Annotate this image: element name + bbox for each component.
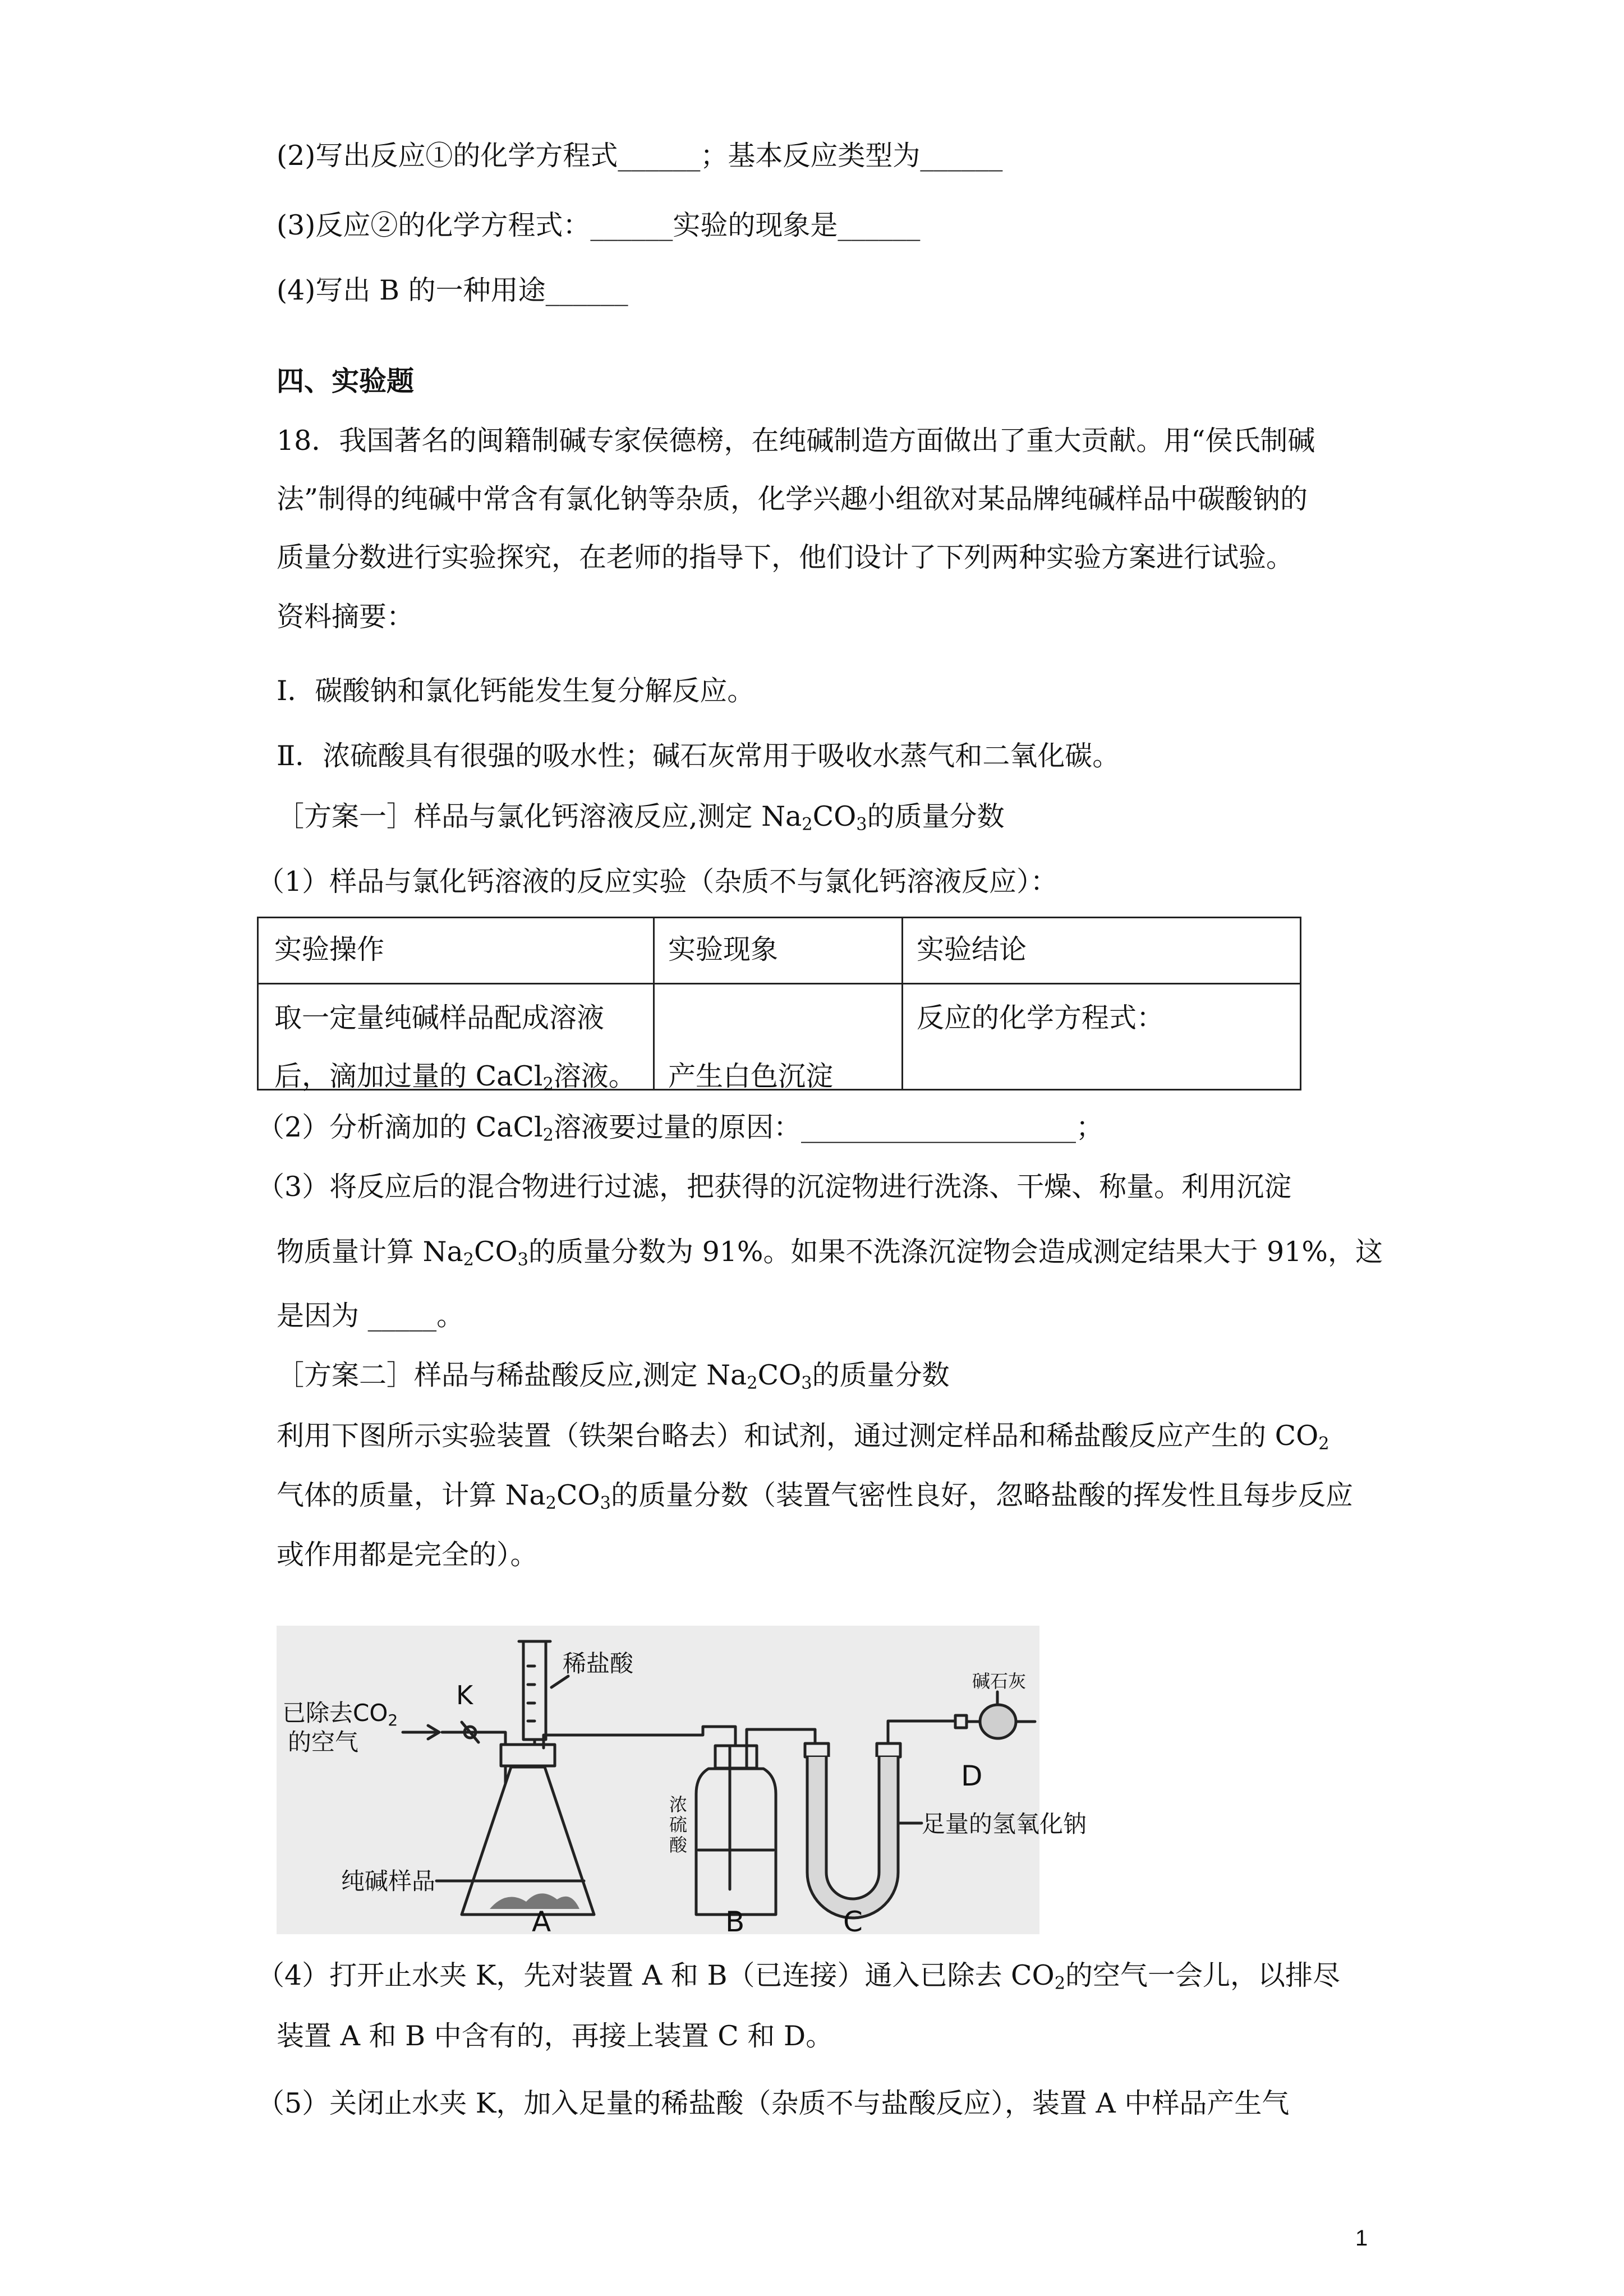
problem-18-line-2: 法”制得的纯碱中常含有氯化钠等杂质，化学兴趣小组欲对某品牌纯碱样品中碳酸钠的 <box>277 483 1308 515</box>
plan-2-line-3: 或作用都是完全的）。 <box>277 1539 538 1571</box>
question-2: (2)写出反应①的化学方程式______；基本反应类型为______ <box>277 140 1003 172</box>
question-4: (4)写出 B 的一种用途______ <box>277 274 628 306</box>
table-operation-line-2: 后，滴加过量的 CaCl$_2$溶液。 <box>274 1060 636 1094</box>
step-4-line-2: 装置 A 和 B 中含有的，再接上装置 C 和 D。 <box>277 2020 834 2052</box>
step-5-line-1: （5）关闭止水夹 K，加入足量的稀盐酸（杂质不与盐酸反应），装置 A 中样品产生气 <box>257 2087 1290 2119</box>
soda-lime-label: 碱石灰 <box>972 1671 1027 1692</box>
reference-title: 资料摘要： <box>277 601 415 633</box>
plan-2-line-1: 利用下图所示实验装置（铁架台略去）和试剂，通过测定样品和稀盐酸反应产生的 $CO_2$ <box>277 1420 1329 1454</box>
b-reagent-char-3: 酸 <box>669 1834 688 1856</box>
plan-2-line-2: 气体的质量，计算 $Na_2CO_3$的质量分数（装置气密性良好，忽略盐酸的挥发性且每步反应 <box>277 1479 1354 1513</box>
apparatus-label-d: D <box>961 1760 983 1792</box>
apparatus-figure <box>277 1626 1087 1938</box>
reference-item-2: Ⅱ．浓硫酸具有很强的吸水性；碱石灰常用于吸收水蒸气和二氧化碳。 <box>277 740 1120 772</box>
apparatus-label-a: A <box>532 1906 551 1938</box>
valve-label-k: K <box>456 1680 473 1710</box>
question-3: (3)反应②的化学方程式：______实验的现象是______ <box>277 209 921 241</box>
reference-item-1: Ⅰ．碳酸钠和氯化钙能发生复分解反应。 <box>277 675 755 707</box>
naoh-label: 足量的氢氧化钠 <box>922 1810 1087 1838</box>
table-phenomenon-cell: 产生白色沉淀 <box>668 1060 834 1092</box>
problem-18-line-1: 18．我国著名的闽籍制碱专家侯德榜，在纯碱制造方面做出了重大贡献。用“侯氏制碱 <box>277 425 1315 457</box>
step-1: （1）样品与氯化钙溶液的反应实验（杂质不与氯化钙溶液反应）： <box>257 866 1058 898</box>
step-3-line-2: 物质量计算 $Na_2CO_3$的质量分数为 91%。如果不洗涤沉淀物会造成测定结果大于 91%，这 <box>277 1236 1383 1270</box>
acid-label: 稀盐酸 <box>563 1650 634 1677</box>
table-operation-line-1: 取一定量纯碱样品配成溶液 <box>274 1002 605 1034</box>
air-label-line-1: 已除去CO2 <box>282 1699 398 1729</box>
air-label-line-2: 的空气 <box>288 1728 359 1756</box>
apparatus-label-b: B <box>725 1906 745 1938</box>
b-reagent-char-2: 硫 <box>669 1814 688 1835</box>
problem-18-line-3: 质量分数进行实验探究，在老师的指导下，他们设计了下列两种实验方案进行试验。 <box>277 541 1294 573</box>
table-header-phenomenon: 实验现象 <box>668 933 779 965</box>
sample-label: 纯碱样品 <box>341 1867 436 1895</box>
step-3-line-3: 是因为 _____。 <box>277 1300 464 1332</box>
table-conclusion-cell: 反应的化学方程式： <box>917 1002 1165 1034</box>
plan-2-title: ［方案二］样品与稀盐酸反应,测定 $Na_2CO_3$的质量分数 <box>277 1359 950 1393</box>
b-reagent-char-1: 浓 <box>669 1794 688 1815</box>
section-heading: 四、实验题 <box>277 365 415 397</box>
experiment-table <box>257 917 1301 1094</box>
apparatus-label-c: C <box>843 1906 863 1938</box>
step-2: （2）分析滴加的 CaCl$_2$溶液要过量的原因：____________________； <box>257 1111 1103 1145</box>
step-4-line-1: （4）打开止水夹 K，先对装置 A 和 B（已连接）通入已除去 $CO_2$的空气一会儿，以排尽 <box>257 1959 1341 1994</box>
plan-1-title: ［方案一］样品与氯化钙溶液反应,测定 $Na_2CO_3$的质量分数 <box>277 800 1005 835</box>
step-3-line-1: （3）将反应后的混合物进行过滤，把获得的沉淀物进行洗涤、干燥、称量。利用沉淀 <box>257 1171 1292 1203</box>
page-number: 1 <box>1355 2226 1368 2251</box>
table-header-conclusion: 实验结论 <box>917 933 1027 965</box>
table-header-operation: 实验操作 <box>274 933 385 965</box>
